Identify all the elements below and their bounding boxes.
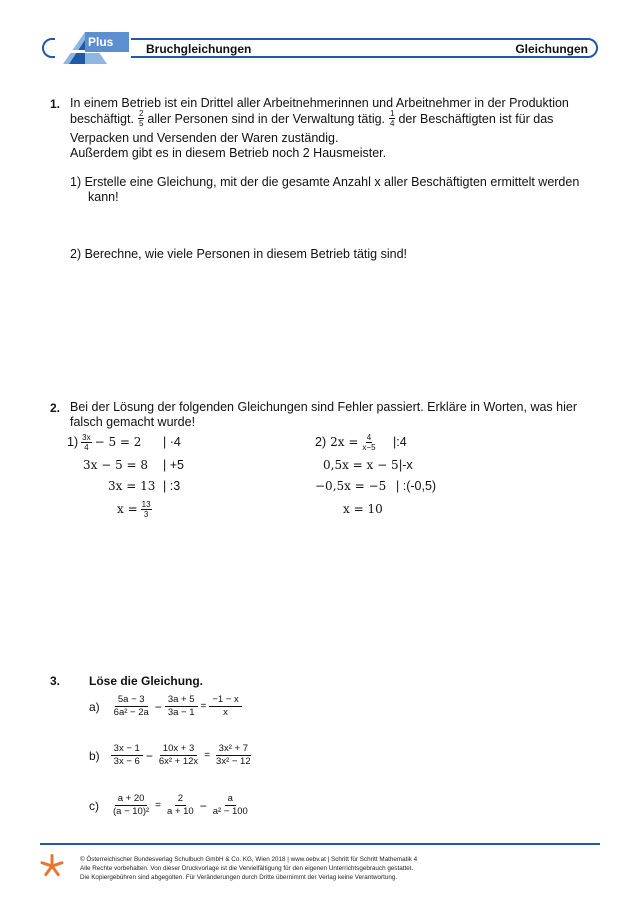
fraction-numerator: 13 [141,499,151,509]
eq2-row3: −0,5x = −5 [315,479,387,493]
worksheet-title: Bruchgleichungen [146,42,252,56]
fraction-numerator: 2 [175,793,186,806]
fraction-denominator: 6x² + 12x [158,756,199,767]
fraction-denominator: 4 [84,442,89,452]
fraction-denominator: 4 [390,119,395,128]
publisher-star-icon [40,853,64,884]
eq2-label: 2) [315,435,327,449]
eq2-fraction [361,433,376,452]
footer-disclaimer: Die Kopiergebühren sind abgegolten. Für Veränderungen durch Dritte übernimmt der Verlag keine Verantwortung. [80,874,398,881]
eq2-row2: 0,5x = x − 5 [323,458,399,472]
task2-number: 2. [50,401,61,415]
task3b-op2: = [204,750,211,761]
fraction-two-fifths [138,109,144,128]
task1-line3: Verpacken und Versenden der Waren zuständig. [70,131,339,145]
task3a-label: a) [89,699,100,714]
eq2-row2-operation: |-x [399,458,413,472]
fraction-one-quarter [389,109,395,128]
footer-copyright: © Österreichischer Bundesverlag Schulbuch GmbH & Co. KG, Wien 2018 | www.oebv.at | Schritt für Schritt Mathematik 4 [80,856,418,863]
fraction-numerator: 1 [390,109,395,118]
fraction-numerator: a + 20 [115,793,148,806]
task3-title: Löse die Gleichung. [89,674,204,688]
task3b-equation [89,743,257,768]
fraction-denominator: 3x² − 12 [216,756,251,767]
fraction-denominator: a² − 100 [212,806,248,817]
logo-text: Plus [88,35,114,49]
eq1-fraction [81,433,91,452]
fraction-denominator: 3x − 6 [113,756,140,767]
task3c-fraction2 [164,793,197,818]
task3a-equation [89,694,245,719]
star-icon [40,853,64,879]
fraction-numerator: 3x² + 7 [216,743,251,756]
fraction-numerator: 3x − 1 [111,743,143,756]
section-title: Gleichungen [515,42,588,56]
fraction-denominator: (a − 10)² [113,806,150,817]
task1-line2 [70,109,553,128]
eq1-row2-operation: | +5 [163,458,184,472]
task1-number: 1. [50,97,61,111]
eq1-row4 [117,499,153,519]
fraction-denominator: x [223,707,228,718]
task1-line1: In einem Betrieb ist ein Drittel aller Arbeitnehmerinnen und Arbeitnehmer in der Produktion [70,96,569,110]
fraction-denominator: x−5 [362,442,376,452]
eq1-row4-lhs: x = [117,502,138,516]
task1-line4: Außerdem gibt es in diesem Betrieb noch 2 Hausmeister. [70,146,387,160]
fraction-numerator: 10x + 3 [160,743,197,756]
eq1-row1-rest: − 5 = 2 [94,435,142,449]
task3c-fraction3 [210,793,251,818]
task3a-fraction1 [111,694,152,719]
fraction-numerator: 4 [366,432,372,442]
task3b-fraction3 [213,743,254,768]
fraction-numerator: 5a − 3 [115,694,148,707]
task2-line1: Bei der Lösung der folgenden Gleichungen sind Fehler passiert. Erkläre in Worten, was hier [70,400,577,414]
task3c-equation [89,793,254,818]
task3b-fraction2 [156,743,201,768]
eq1-row3-operation: | :3 [163,479,181,493]
task3c-op1: = [155,800,162,811]
eq1-row2: 3x − 5 = 8 [83,458,149,472]
eq2-row1-lhs: 2x = [330,435,359,449]
fraction-denominator: 3a − 1 [167,707,195,718]
eq1-row3: 3x = 13 [108,479,156,493]
task3b-fraction1 [111,743,143,768]
fraction-numerator: 2 [138,109,144,118]
eq2-row1 [315,432,378,452]
eq2-row1-operation: |:4 [393,435,407,449]
task3c-label: c) [89,798,99,813]
fraction-denominator: a + 10 [167,806,194,817]
fraction-numerator: 3x [82,432,91,442]
fraction-denominator: 5 [138,119,144,128]
task1-subtask1-line2: kann! [88,190,119,204]
task1-subtask1-line1: 1) Erstelle eine Gleichung, mit der die gesamte Anzahl x aller Beschäftigten ermittelt werden [70,175,580,189]
fraction-numerator: a [225,793,236,806]
eq1-label: 1) [67,435,79,449]
footer-divider [40,843,600,845]
task3a-fraction2 [165,694,198,719]
fraction-numerator: −1 − x [209,694,241,707]
task3a-op2: = [200,701,207,712]
eq2-row4: x = 10 [343,502,383,516]
fraction-denominator: 6a² − 2a [113,707,149,718]
footer-rights: Alle Rechte vorbehalten. Von dieser Druckvorlage ist die Vervielfältigung für den eigenen Unterrichtsgebrauch gestattet. [80,865,414,872]
task1-line2-b: aller Personen sind in der Verwaltung tätig. [147,111,386,126]
task1-subtask2: 2) Berechne, wie viele Personen in diesem Betrieb tätig sind! [70,247,407,261]
eq1-row4-fraction [141,500,152,519]
fraction-denominator: 3 [143,509,149,519]
task1-line2-c: der Beschäftigten ist für das [398,111,554,126]
task2-line2: falsch gemacht wurde! [70,415,196,429]
task3b-op1: − [145,748,153,763]
task3c-fraction1 [110,793,152,818]
task3a-op1: − [154,699,162,714]
task3c-op2: − [199,798,207,813]
task1-line2-a: beschäftigt. [70,111,134,126]
task3-number: 3. [50,674,61,688]
fraction-numerator: 3a + 5 [165,694,198,707]
eq2-row3-operation: | :(-0,5) [396,479,437,493]
task3b-label: b) [89,748,100,763]
eq1-row1-operation: | ·4 [163,435,181,449]
task3a-fraction3 [209,694,241,719]
eq1-row1 [67,432,141,452]
